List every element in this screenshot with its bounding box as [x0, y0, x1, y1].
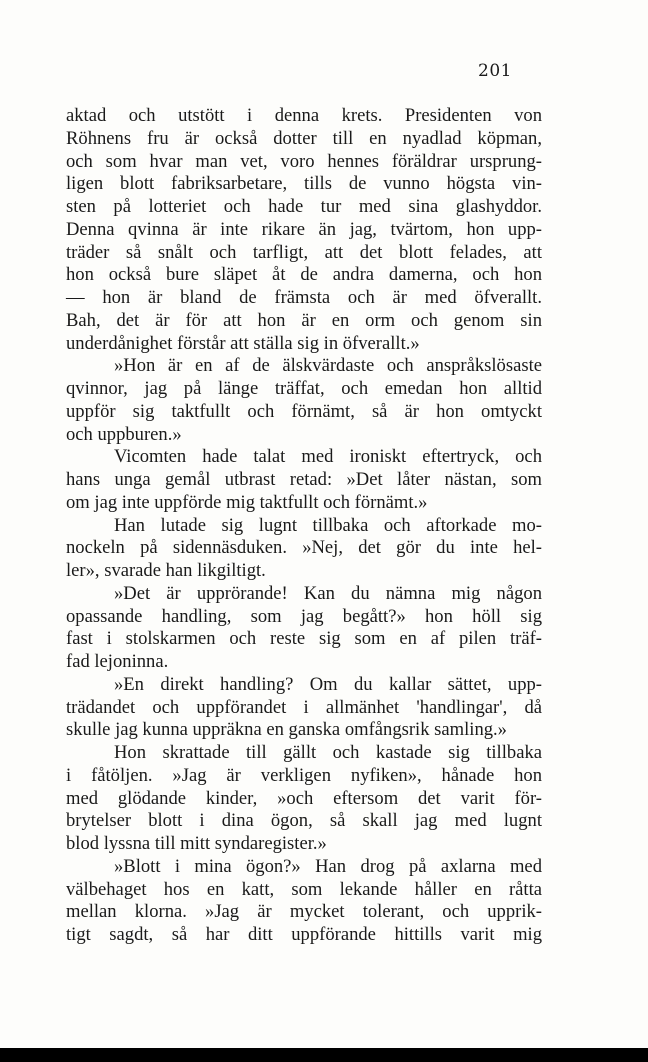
text-line: mellan klorna. »Jag är mycket tolerant, och upprik-: [66, 901, 542, 923]
text-line: skulle jag kunna uppräkna en ganska omfångsrik samling.»: [66, 719, 507, 741]
page-number: 201: [478, 61, 512, 81]
scan-border: [0, 1048, 648, 1062]
text-line: Hon skrattade till gällt och kastade sig tillbaka: [114, 742, 542, 763]
text-line: fast i stolskarmen och reste sig som en af pilen träf-: [66, 628, 542, 650]
text-line: hon också bure släpet åt de andra damerna, och hon: [66, 264, 542, 286]
text-line: uppför sig taktfullt och förnämt, så är hon omtyckt: [66, 400, 542, 422]
text-line: tigt sagdt, så har ditt uppförande hittills varit mig: [66, 924, 542, 945]
text-line: underdånighet förstår att ställa sig in öfverallt.»: [66, 332, 420, 354]
text-line: nockeln på sidennäsduken. »Nej, det gör du inte hel-: [66, 537, 542, 559]
text-line: i fåtöljen. »Jag är verkligen nyfiken», hånade hon: [66, 764, 542, 786]
text-line: opassande handling, som jag begått?» hon höll sig: [66, 605, 542, 627]
text-line: Röhnens fru är också dotter till en nyadlad köpman,: [66, 127, 542, 149]
text-line: »Hon är en af de älskvärdaste och anspråkslösaste: [114, 355, 542, 377]
text-line: »Det är upprörande! Kan du nämna mig någon: [114, 582, 542, 604]
text-line: blod lyssna till mitt syndaregister.»: [66, 833, 327, 854]
text-line: aktad och utstött i denna krets. Presidenten von: [66, 105, 542, 126]
text-line: välbehaget hos en katt, som lekande håller en råtta: [66, 878, 542, 900]
text-line: Vicomten hade talat med ironiskt eftertryck, och: [114, 446, 542, 468]
text-line: och uppburen.»: [66, 423, 182, 445]
text-line: — hon är bland de främsta och är med öfverallt.: [66, 287, 542, 308]
text-line: om jag inte uppförde mig taktfullt och förnämt.»: [66, 491, 428, 513]
text-line: Bah, det är för att hon är en orm och genom sin: [66, 309, 542, 331]
text-line: med glödande kinder, »och eftersom det varit för-: [66, 787, 542, 809]
text-line: ligen blott fabriksarbetare, tills de vunno högsta vin-: [66, 173, 542, 195]
text-line: hans unga gemål utbrast retad: »Det låter nästan, som: [66, 469, 542, 490]
body-text: [66, 105, 542, 947]
text-line: Han lutade sig lugnt tillbaka och aftorkade mo-: [114, 514, 542, 536]
text-line: träder så snålt och tarfligt, att det blott felades, att: [66, 241, 542, 263]
text-line: ler», svarade han likgiltigt.: [66, 560, 266, 581]
text-line: qvinnor, jag på länge träffat, och emedan hon alltid: [66, 378, 542, 399]
text-line: »En direkt handling? Om du kallar sättet, upp-: [114, 673, 542, 695]
text-line: trädandet och uppförandet i allmänhet 'handlingar', då: [66, 696, 542, 718]
text-line: sten på lotteriet och hade tur med sina glashyddor.: [66, 196, 542, 217]
text-line: fad lejoninna.: [66, 651, 169, 672]
text-line: Denna qvinna är inte rikare än jag, tvärtom, hon upp-: [66, 218, 542, 240]
text-line: brytelser blott i dina ögon, så skall jag med lugnt: [66, 810, 542, 832]
text-line: »Blott i mina ögon?» Han drog på axlarna med: [114, 855, 542, 877]
text-line: och som hvar man vet, voro hennes föräldrar ursprung-: [66, 150, 542, 172]
